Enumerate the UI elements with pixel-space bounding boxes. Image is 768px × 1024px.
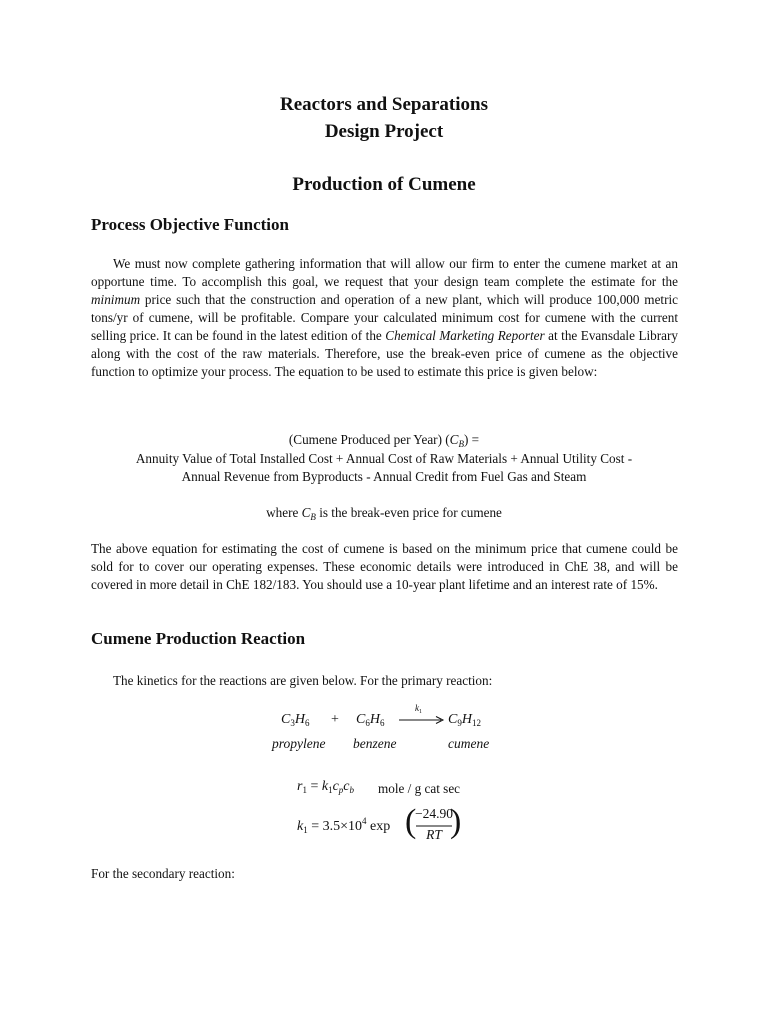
where-clause (0, 504, 768, 526)
formula-propylene: $C_3H_6$ (281, 712, 310, 728)
where-text: is the break-even price for cumene (315, 505, 502, 520)
k-times-sign: × (340, 819, 349, 834)
paragraph-text: We must now complete gathering information that will allow our firm to enter the cumene market at an opportune time. To accomplish this goal, we request that your design team complete the estimate for the (91, 256, 678, 289)
rate-equation: $r_1 = k_1c_pc_b$ (297, 779, 355, 795)
where-subscript: B (310, 512, 316, 522)
section-heading-objective: Process Objective Function (91, 215, 289, 234)
formula-subscript: 6 (379, 718, 385, 728)
right-paren-icon: ) (450, 803, 462, 840)
formula-cumene: $C_9H_{12}$ (448, 712, 481, 728)
rate-constant-subscript: 1 (419, 709, 422, 715)
label-cumene: cumene (448, 736, 490, 751)
emphasis-minimum: minimum (91, 292, 141, 307)
rate-c-subscript: p (338, 785, 344, 795)
rate-units: mole / g cat sec (378, 781, 461, 796)
rate-lhs-subscript: 1 (302, 785, 307, 795)
equation-line-3: Annual Revenue from Byproducts - Annual Credit from Fuel Gas and Steam (181, 469, 587, 484)
formula-subscript: 6 (365, 718, 370, 728)
formula-subscript: 3 (290, 718, 295, 728)
rate-k: k (321, 779, 329, 794)
formula-benzene: $C_6H_6$ (356, 712, 385, 728)
equation-line-2: Annuity Value of Total Installed Cost + Annual Cost of Raw Materials + Annual Utility Cost - (135, 451, 633, 466)
k-subscript: 1 (303, 825, 308, 835)
paragraph-text: at the Evansdale Library along with the cost of the raw materials. Therefore, use the break-even price of cumene as the objective function to optimize your process. The equation to be used to estimate this price is given below: (91, 328, 678, 379)
equation-subscript: B (458, 439, 464, 449)
paragraph-objective (91, 255, 678, 381)
formula-subscript: 12 (471, 718, 481, 728)
k-exponent: 4 (362, 816, 367, 826)
fraction-numerator: −24.90 (415, 806, 453, 821)
formula-symbol: C (281, 712, 291, 727)
arrow-rate-constant (415, 703, 422, 715)
rate-c: c (343, 779, 350, 794)
equation-variable: C (449, 432, 459, 447)
equation-text: ) = (463, 432, 480, 447)
emphasis-publication: Chemical Marketing Reporter (385, 328, 545, 343)
rate-c-subscript: b (349, 785, 355, 795)
label-benzene: benzene (353, 736, 397, 751)
where-text: where (266, 505, 302, 520)
paragraph-secondary-reaction: For the secondary reaction: (91, 866, 235, 881)
fraction-denominator: RT (426, 827, 442, 842)
rate-constant-symbol: k (415, 703, 419, 713)
formula-symbol: C (356, 712, 366, 727)
plus-sign: + (331, 712, 339, 727)
k-base: 10 (348, 819, 363, 834)
paragraph-economics: The above equation for estimating the cost of cumene is based on the minimum price that cumene could be sold for to cover our operating expenses. These economic details were introduced in ChE 38, and will be covered in more detail in ChE 182/183. You should use a 10-year plant lifetime and an interest rate of 15%. (91, 541, 678, 592)
equation-text: (Cumene Produced per Year) ( (288, 432, 450, 447)
paragraph-kinetics-intro: The kinetics for the reactions are given below. For the primary reaction: (113, 673, 493, 688)
where-variable: C (301, 505, 311, 520)
label-propylene: propylene (272, 736, 326, 751)
formula-subscript: 9 (457, 718, 462, 728)
k-symbol: k (297, 819, 304, 834)
k-equation-lhs: $k_1 = 3.5\times 10^4$ exp (297, 816, 391, 835)
k-coefficient: 3.5 (322, 819, 341, 834)
rate-lhs: r (297, 779, 303, 794)
formula-subscript: 6 (304, 718, 310, 728)
rate-k-subscript: 1 (328, 785, 333, 795)
title-line-3: Production of Cumene (292, 174, 476, 195)
title-line-2: Design Project (324, 121, 444, 142)
left-paren-icon: ( (405, 803, 417, 840)
k-function: exp (370, 819, 391, 834)
rate-c: c (332, 779, 339, 794)
title-line-1: Reactors and Separations (280, 94, 488, 115)
reaction-arrow-icon (399, 715, 445, 725)
paragraph-text: price such that the construction and operation of a new plant, which will produce 100,000 metric tons/yr of cumene, will be profitable. Compare your calculated minimum cost for cumene with the current selling price. It can be found in the latest edition of the (91, 292, 678, 343)
section-heading-reaction: Cumene Production Reaction (91, 629, 306, 648)
